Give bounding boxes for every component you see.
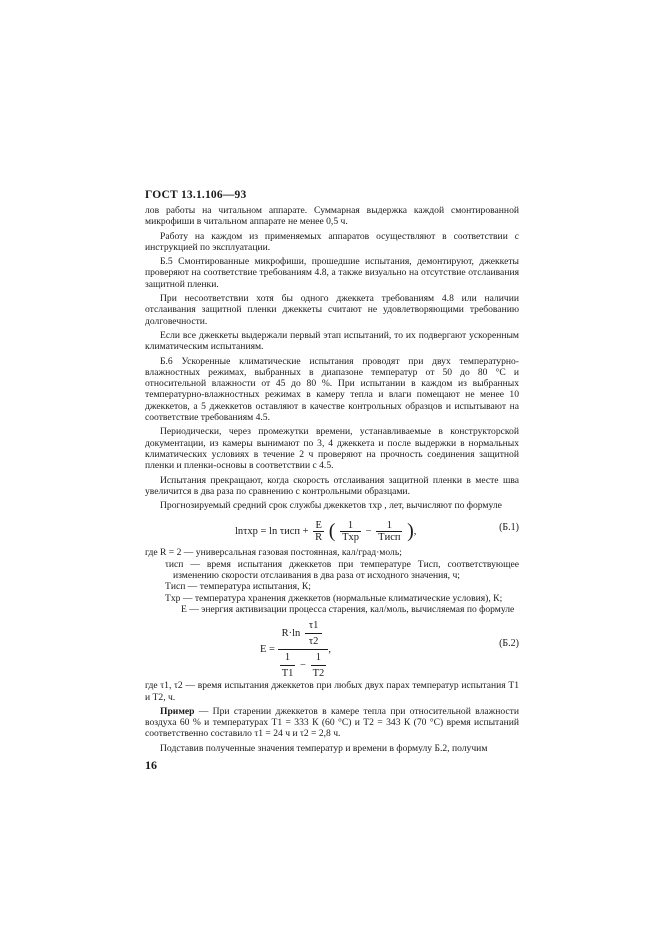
formula-b2-number: (Б.2) — [499, 638, 519, 650]
formula-b2-expression — [260, 620, 331, 679]
fraction-main-denominator — [278, 650, 329, 679]
fraction-tau — [305, 620, 322, 647]
example-paragraph — [145, 706, 519, 740]
fraction-denominator: R — [315, 532, 323, 544]
minus-sign: − — [365, 526, 372, 538]
paragraph: Испытания прекращают, когда скорость отслаивания защитной пленки в месте шва увеличится в два раза по сравнению с контрольными образцами. — [145, 474, 519, 497]
text-body — [145, 205, 519, 757]
definition-item: Tхр — температура хранения джеккетов (нормальные климатические условия), К; — [165, 592, 503, 604]
paragraph: Прогнозируемый средний срок службы джеккетов τхр , лет, вычисляют по формуле — [160, 500, 502, 512]
formula-comma: , — [413, 526, 417, 538]
fraction-denominator: Tисп — [378, 532, 401, 544]
fraction-numerator: E — [313, 520, 324, 532]
example-text: — При старении джеккетов в камере тепла при относительной влажности воздуха 60 % и температурах T1 = 333 К (60 °С) и T2 = 343 К (70 °С) время испытаний соответственно составило τ1 = 24 ч и τ2 = 2,8 ч. — [145, 705, 519, 740]
page-number: 16 — [145, 758, 157, 772]
fraction-numerator: 1 — [376, 520, 402, 532]
fraction-denominator: Tхр — [342, 532, 359, 544]
formula-b1-number: (Б.1) — [499, 522, 519, 534]
paragraph: Б.6 Ускоренные климатические испытания проводят при двух температурно-влажностных режимах, выбранных в диапазоне температур от 50 до 80 °С и относительной влажности от 45 до 80 %. При испытании в каждом из выбранных температурно-влажностных режимах в камеру тепла и влаги помещают не менее 10 джеккетов, а 5 джеккетов оставляют в качестве контрольных образцов и испытывают на соответствие требованиям 4.5. — [145, 355, 519, 424]
paragraph: лов работы на читальном аппарате. Суммарная выдержка каждой смонтированной микрофиши в читальном аппарате не менее 0,5 ч. — [145, 205, 519, 228]
document-header: ГОСТ 13.1.106—93 — [145, 189, 247, 201]
minus-sign: − — [300, 660, 306, 672]
fraction-one-over-txr — [340, 520, 361, 543]
fraction-denominator: T1 — [281, 668, 294, 680]
definition-item: τисп — время испытания джеккетов при температуре Tисп, соответствующее изменению скорости отслаивания в два раза от исходного значения, ч; — [165, 558, 519, 582]
fraction-one-over-tisp — [376, 520, 402, 543]
paragraph: При несоответствии хотя бы одного джеккета требованиям 4.8 или наличии отслаивания защитной пленки джеккеты считают не удовлетворяющими требованию долговечности. — [145, 293, 519, 327]
paragraph: Периодически, через промежутки времени, устанавливаемые в конструкторской документации, из камеры вынимают по 3, 4 джеккета и после выдержки в нормальных климатических условиях в течение 2 ч проверяют на прочность соединения защитной пленки и пленки-основы в соответствии с 4.5. — [145, 426, 519, 472]
definition-item: E — энергия активизации процесса старения, кал/моль, вычисляемая по формуле — [181, 603, 515, 615]
formula-b2-lhs: E = — [260, 644, 278, 656]
fraction-main — [278, 620, 329, 679]
formula-comma: , — [328, 644, 331, 656]
paragraph: Подставив полученные значения температур и времени в формулу Б.2, получим — [160, 742, 488, 754]
formula-b2 — [145, 618, 519, 680]
fraction-one-over-t2 — [311, 652, 327, 679]
definitions-list — [145, 547, 519, 615]
fraction-one-over-t1 — [280, 652, 296, 679]
paragraph: Работу на каждом из применяемых аппаратов осуществляют в соответствии с инструкцией по эксплуатации. — [145, 230, 519, 253]
fraction-e-over-r — [313, 520, 324, 543]
fraction-denominator: τ2 — [308, 636, 319, 648]
formula-b1 — [145, 514, 519, 544]
paren-close: ) — [407, 520, 414, 543]
fraction-denominator: T2 — [312, 668, 325, 680]
definition-item: Tисп — температура испытания, К; — [165, 581, 311, 593]
paragraph: где τ1, τ2 — время испытания джеккетов при любых двух парах температур испытания T1 и T2, ч. — [145, 680, 519, 703]
formula-b1-expression — [235, 520, 416, 543]
example-label: Пример — [160, 705, 195, 717]
fraction-numerator: 1 — [340, 520, 361, 532]
fraction-numerator: 1 — [280, 652, 296, 666]
rln-term: R·ln — [281, 628, 301, 640]
fraction-numerator: τ1 — [305, 620, 322, 634]
definition-item: где R = 2 — универсальная газовая постоянная, кал/град·моль; — [145, 547, 402, 559]
fraction-main-numerator — [278, 620, 329, 650]
formula-b1-lhs: lnτхр = ln τисп + — [235, 526, 312, 538]
paragraph: Если все джеккеты выдержали первый этап испытаний, то их подвергают ускоренным климатическим испытаниям. — [145, 329, 519, 353]
paragraph: Б.5 Смонтированные микрофиши, прошедшие испытания, демонтируют, джеккеты проверяют на соответствие требованиям 4.8, а также визуально на отсутствие отслаивания защитной пленки. — [145, 256, 519, 290]
paren-open: ( — [328, 520, 336, 543]
fraction-numerator: 1 — [311, 652, 327, 666]
